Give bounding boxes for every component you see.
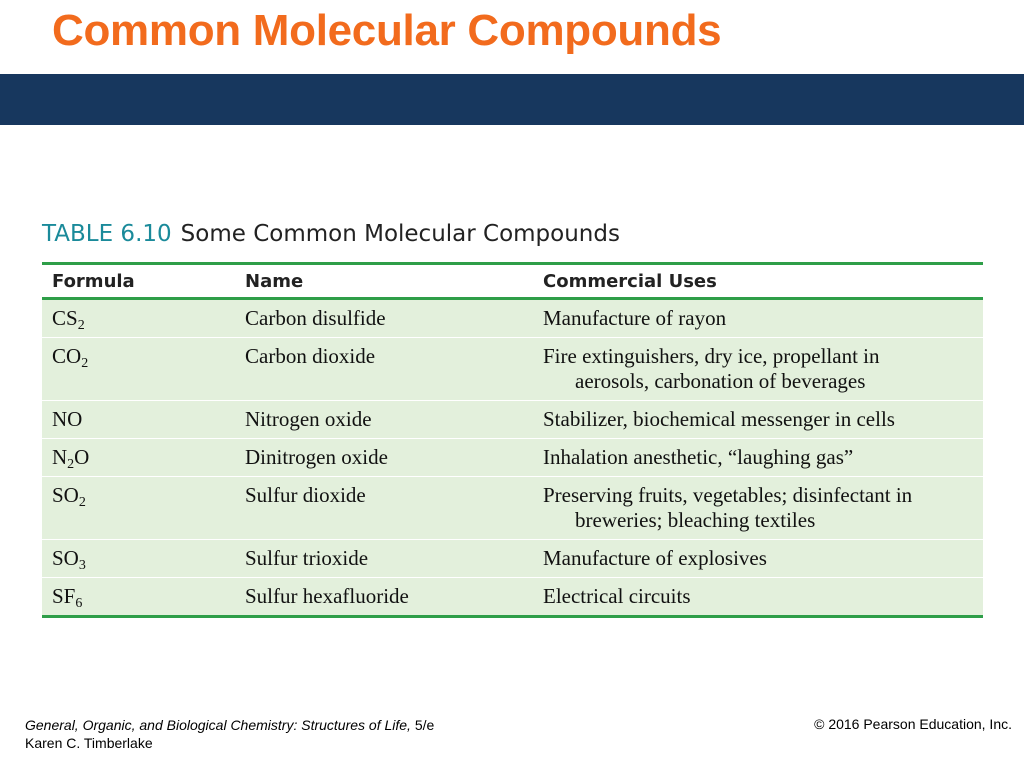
name-cell: Carbon disulfide [235, 299, 533, 338]
footer-book-title: General, Organic, and Biological Chemistry: Structures of Life, [25, 717, 411, 733]
name-cell: Dinitrogen oxide [235, 439, 533, 477]
formula-cell: $CO_2$ [42, 338, 235, 401]
table-header-row [42, 264, 983, 299]
title-banner [0, 74, 1024, 125]
table-row [42, 578, 983, 617]
uses-cell: Preserving fruits, vegetables; disinfectant in breweries; bleaching textiles [533, 477, 983, 540]
uses-cell: Fire extinguishers, dry ice, propellant in aerosols, carbonation of beverages [533, 338, 983, 401]
name-cell: Nitrogen oxide [235, 401, 533, 439]
uses-cell: Inhalation anesthetic, “laughing gas” [533, 439, 983, 477]
compounds-table [42, 262, 983, 618]
footer-author: Karen C. Timberlake [25, 735, 153, 751]
name-cell: Carbon dioxide [235, 338, 533, 401]
table-heading [42, 221, 620, 247]
formula-cell: $CS_2$ [42, 299, 235, 338]
table-row [42, 401, 983, 439]
footer-copyright: © 2016 Pearson Education, Inc. [814, 716, 1012, 732]
formula-cell: $SO_3$ [42, 540, 235, 578]
name-cell: Sulfur trioxide [235, 540, 533, 578]
formula-cell: $SF_6$ [42, 578, 235, 617]
footer-citation [25, 716, 434, 752]
formula-cell: $SO_2$ [42, 477, 235, 540]
table-caption: Some Common Molecular Compounds [180, 221, 620, 247]
uses-cell: Stabilizer, biochemical messenger in cells [533, 401, 983, 439]
header-name: Name [235, 264, 533, 299]
uses-cell: Manufacture of rayon [533, 299, 983, 338]
table-row [42, 439, 983, 477]
header-formula: Formula [42, 264, 235, 299]
header-commercial-uses: Commercial Uses [533, 264, 983, 299]
footer-edition: 5/e [410, 717, 435, 733]
table-row [42, 299, 983, 338]
table-row [42, 477, 983, 540]
table-label: TABLE 6.10 [42, 221, 172, 247]
table-row [42, 338, 983, 401]
slide-title: Common Molecular Compounds [52, 6, 722, 55]
formula-cell: $N_2O$ [42, 439, 235, 477]
uses-cell: Manufacture of explosives [533, 540, 983, 578]
name-cell: Sulfur hexafluoride [235, 578, 533, 617]
formula-cell: NO [42, 401, 235, 439]
table-row [42, 540, 983, 578]
uses-cell: Electrical circuits [533, 578, 983, 617]
name-cell: Sulfur dioxide [235, 477, 533, 540]
